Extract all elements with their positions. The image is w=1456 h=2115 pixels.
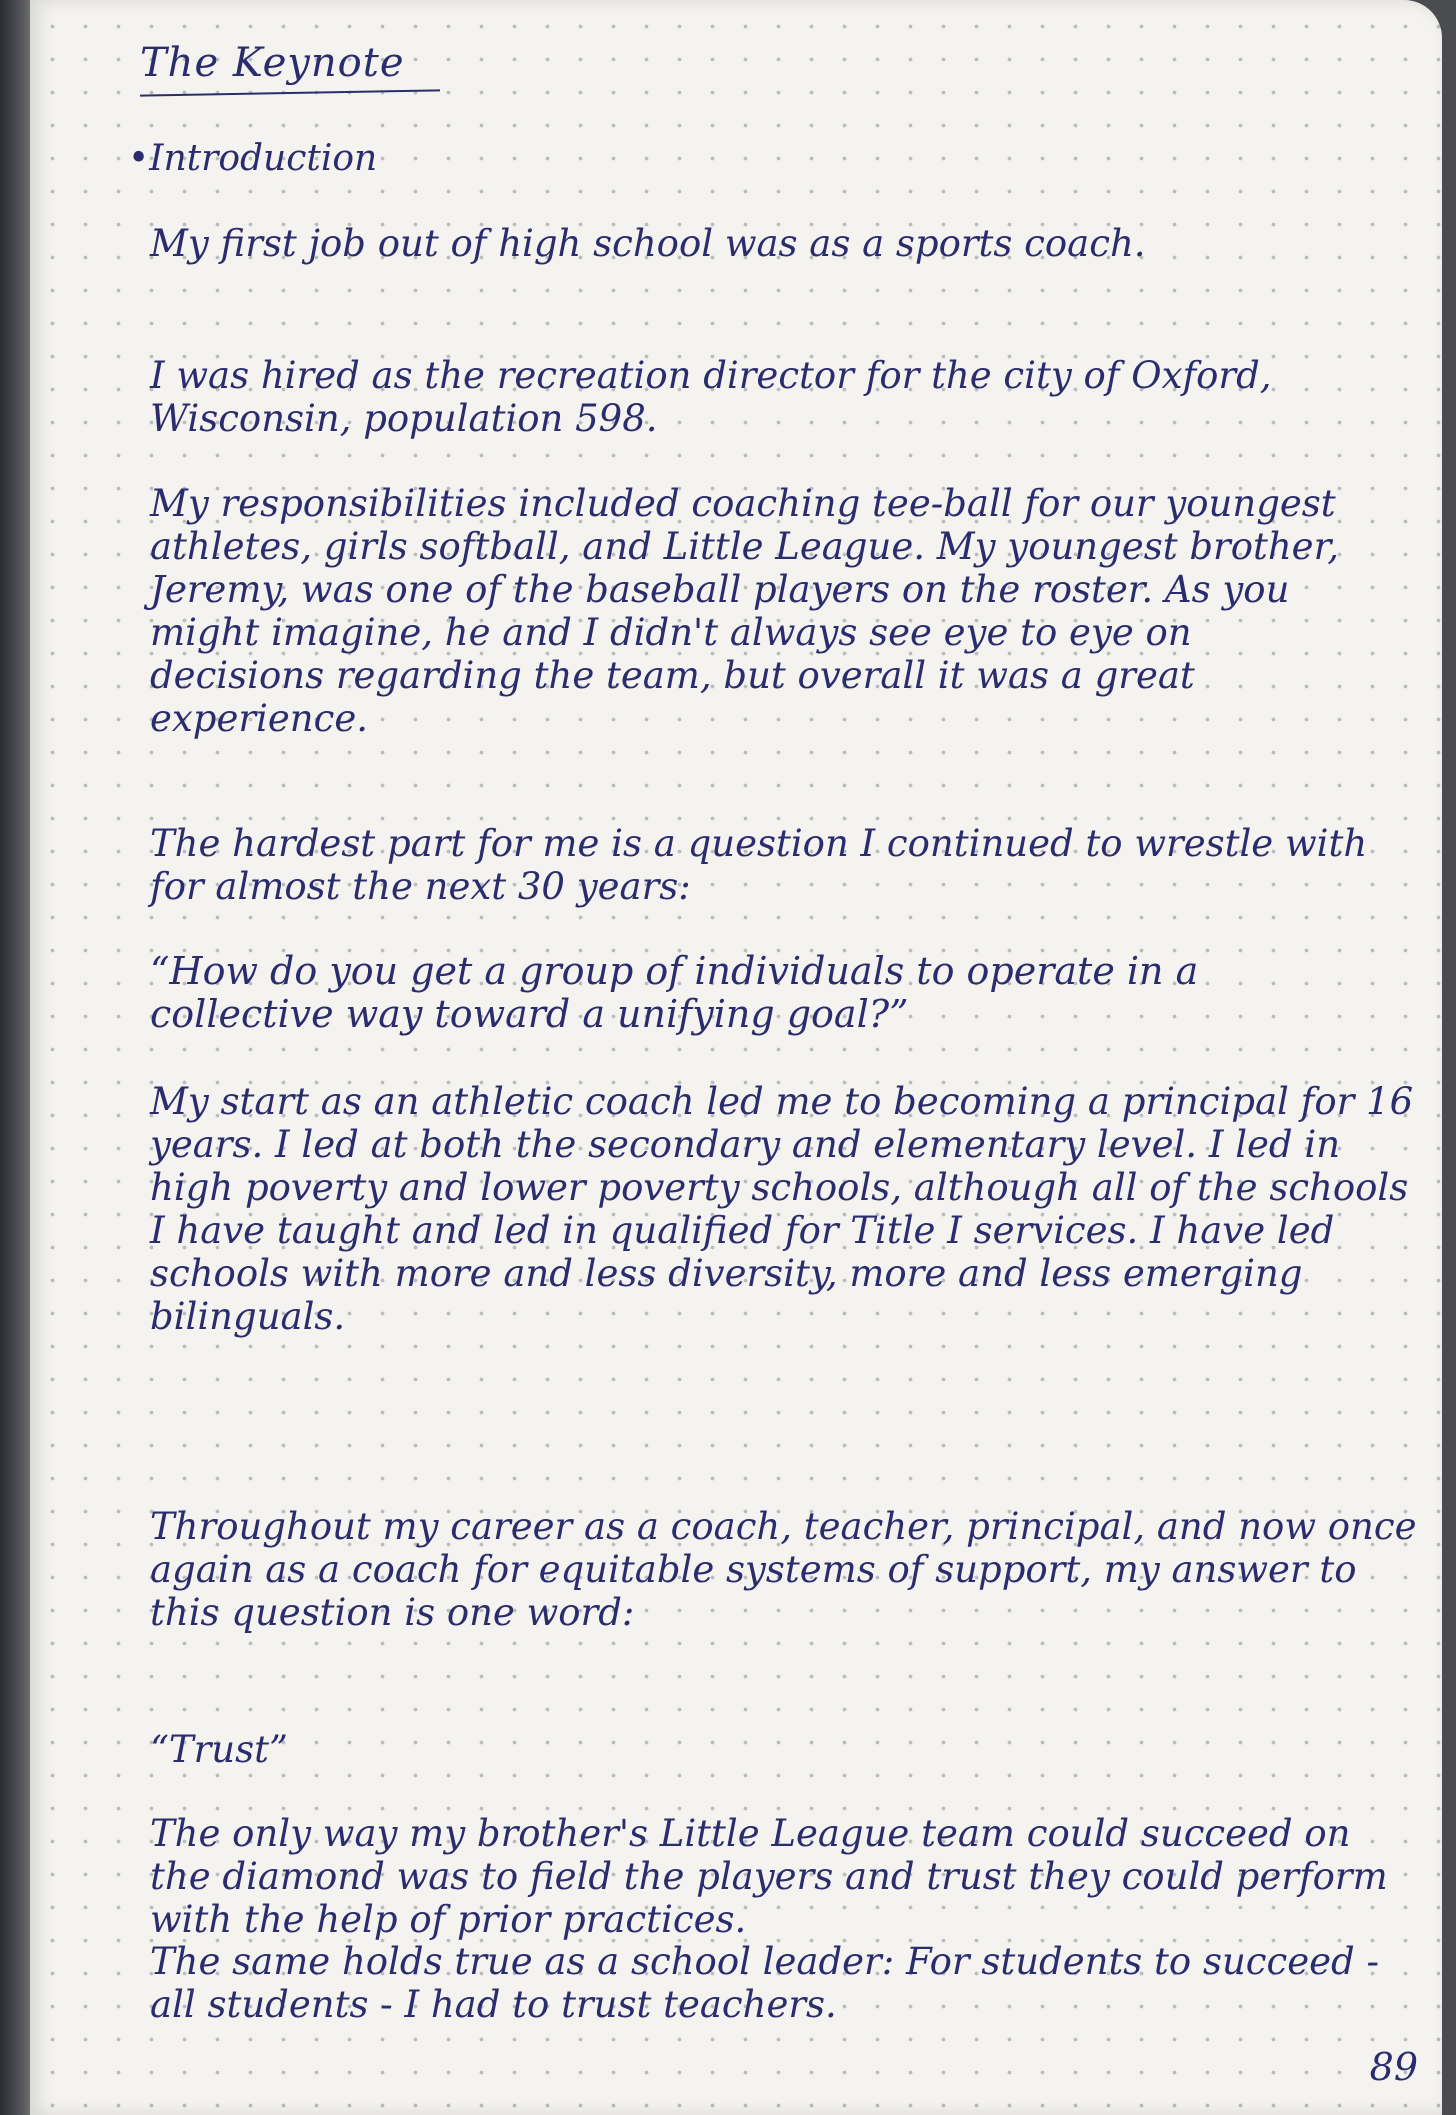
paragraph-2: I was hired as the recreation director for the city of Oxford, Wisconsin, population 598.: [150, 354, 1272, 440]
paragraph-4: The hardest part for me is a question I continued to wrestle with for almost the next 30 years:: [150, 822, 1368, 908]
paragraph-9: The only way my brother's Little League team could succeed on the diamond was to field the players and trust they could perform with the help of prior practices.: [150, 1812, 1388, 1941]
notebook-page: [30, 0, 1442, 2115]
paragraph-6: My start as an athletic coach led me to becoming a principal for 16 years. I led at both the secondary and elementary level. I led in high poverty and lower poverty schools, although all of the schools I have taught and led in qualified for Title I services. I have led schools with more and less diversity, more and less emerging bilinguals.: [150, 1080, 1414, 1338]
page-title: The Keynote: [140, 40, 405, 86]
paragraph-3: My responsibilities included coaching tee-ball for our youngest athletes, girls softball, and Little League. My youngest brother, Jeremy, was one of the baseball players on the roster. As you might imagine, he and I didn't always see eye to eye on decisions regarding the team, but overall it was a great experience.: [150, 482, 1339, 740]
paragraph-8-trust: “Trust”: [150, 1728, 288, 1771]
paragraph-1: My first job out of high school was as a sports coach.: [150, 222, 1146, 265]
title-underline: [140, 89, 440, 96]
page-number: 89: [1369, 2045, 1418, 2089]
paragraph-5-quote: “How do you get a group of individuals to operate in a collective way toward a unifying goal?”: [150, 949, 1199, 1036]
paragraph-7: Throughout my career as a coach, teacher, principal, and now once again as a coach for equitable systems of support, my answer to this question is one word:: [150, 1505, 1417, 1634]
section-heading-text: Introduction: [149, 138, 378, 179]
paragraph-10: The same holds true as a school leader: For students to succeed - all students - I had to trust teachers.: [150, 1940, 1379, 2026]
section-heading: •Introduction: [128, 138, 378, 179]
